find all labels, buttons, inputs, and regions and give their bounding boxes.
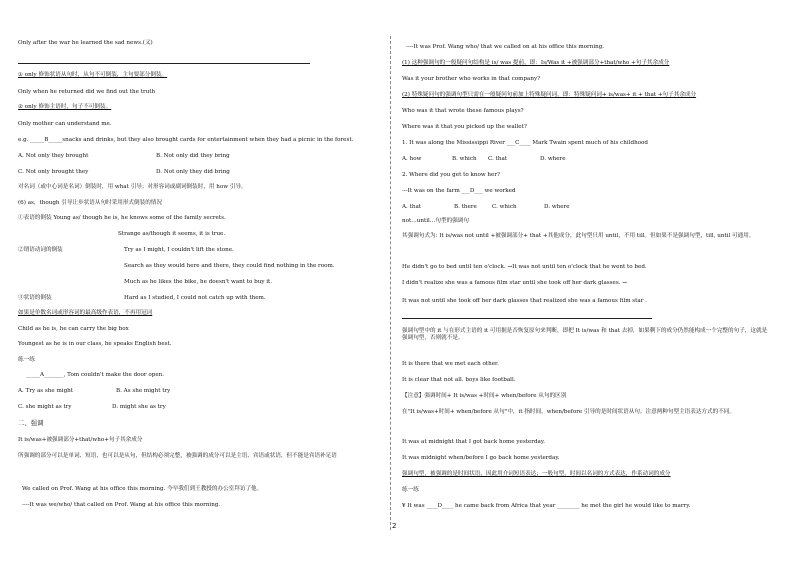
text-paragraph: 所强调的部分可以是单词、短语，也可以是从句，但结构必须完整，被强调的成分可以是主语、宾语或状语，但不能是宾语补足语 — [18, 453, 337, 459]
example-sentence: ----It was Prof. Wang who/ that we called on at his office this morning. — [406, 44, 605, 50]
text-line: (1) 这种强调句的一般疑问句结构是 is/ was 提前，即：Is/Was it +被强调部分+that/who +句子其余成分 — [402, 60, 670, 66]
separator-rule — [18, 63, 310, 64]
practice-heading: 练一练 — [18, 357, 35, 363]
example-sentence: Try as I might, I couldn't lift the stone. — [124, 247, 234, 253]
text-line: 对名词（或中心词是名词）倒装时，用 what 引导；对形容词或副词倒装时，用 how 引导。 — [18, 184, 247, 190]
text-line: ③状语的倒装 — [18, 295, 52, 301]
section-heading: 二、强调 — [18, 419, 44, 427]
exercise-question: 2. Where did you get to know her? — [402, 172, 500, 178]
text-line: Only after the war he learned the sad news.(又) — [18, 40, 153, 46]
option-d: D. Not only they did bring — [156, 169, 230, 175]
example-sentence: We called on Prof. Wang at his office this morning. 今早我们到王教授的办公室拜访了他。 — [22, 486, 263, 492]
example-sentence: It was at midnight that I got back home yesterday. — [402, 439, 546, 445]
text-line: 如果是单数名词或形容词的最高级作表语，不再用冠词 — [18, 310, 153, 316]
option-d: D. might she as try — [112, 404, 166, 410]
option-b: B. which — [452, 156, 477, 162]
option-a: A. that — [402, 204, 422, 210]
note-line: 【注意】强调时间+ It is/was +时间+ when/before 从句的区别 — [402, 393, 567, 399]
option-b: B. As she might try — [116, 388, 171, 394]
exercise-question: _____A_______, Tom couldn't make the door open. — [26, 372, 165, 378]
example-sentence: It was not until she took off her dark glasses that realized she was a famous film star . — [402, 298, 647, 304]
exercise-question: ---It was on the farm ___D___ we worked — [402, 188, 516, 194]
example-sentence: Child as he is, he can carry the big box — [18, 326, 129, 332]
exercise-question: e.g. _____B_____snacks and drinks, but they also brought cards for entertainment when they had a picnic in the forest. — [18, 137, 354, 143]
text-line: ① only 修饰状语从句时，从句不可倒装，主句要部分倒装。 — [18, 72, 168, 78]
column-divider — [390, 36, 391, 530]
answer-rule — [402, 318, 652, 319]
example-sentence: Much as he likes the bike, he doesn't want to buy it. — [124, 279, 273, 285]
text-line: ②谓语动词的倒装 — [18, 247, 63, 253]
option-b: B. there — [454, 204, 477, 210]
example-sentence: Search as they would here and there, they could find nothing in the room. — [124, 263, 335, 269]
text-paragraph: 其强调句式为: It is/was not until +被强调部分+ that +其他成分，此句型只用 until，不用 till。但如果不是强调句型，till, until 可通用。 — [402, 233, 755, 239]
option-a: A. Not only they brought — [18, 153, 89, 159]
option-c: C. which — [492, 204, 517, 210]
text-line: Only when he returned did we find out the truth — [18, 89, 156, 95]
example-sentence: He didn't go to bed until ten o'clock. →It was not until ten o'clock that he went to bed. — [402, 264, 647, 270]
text-line: Only mother can understand me. — [18, 121, 112, 127]
option-c: C. Not only brought they — [18, 169, 89, 175]
example-sentence: ①表语的倒装 Young as/ though he is, he knows some of the family secrets. — [18, 215, 226, 221]
practice-heading: 练一练 — [402, 487, 419, 493]
example-sentence: Hard as I studied, I could not catch up with them. — [124, 295, 266, 301]
option-a: A. how — [402, 156, 422, 162]
text-line: not…until…句型的强调句 — [402, 218, 469, 224]
option-d: D. where — [544, 204, 570, 210]
example-sentence: Strange as/though it seems, it is true. — [118, 231, 226, 237]
exercise-question: ¥ It was ____D____ he came back from Africa that year ________ he met the girl he would like to marry. — [402, 503, 691, 509]
option-a: A. Try as she might — [18, 388, 74, 394]
text-paragraph: 强调句型中的 it 与在形式主语的 it 可用据是否恢复原句来判断，即把 It is/was 和 that 去掉，如果剩下的成分仍然能构成一个完整的句子，这就是强调句型，否则就不是。 — [402, 328, 768, 341]
option-d: D. where — [540, 156, 566, 162]
exercise-question: 1. It was along the Mississippi River ___C____ Mark Twain spent much of his childhood — [402, 140, 648, 146]
option-c: C. she might as try — [18, 404, 72, 410]
example-sentence: Youngest as he is in our class, he speaks English best. — [18, 341, 172, 347]
text-line: 强调句型，被强调的是时间状语，因此用介词短语表达；一般句型，时间以名词的方式表达，作系动词的成分 — [402, 471, 671, 477]
example-sentence: ----It was we/who/ that called on Prof. Wang at his office this morning. — [22, 502, 221, 508]
example-sentence: It was midnight when/before I go back home yesterday. — [402, 455, 560, 461]
option-b: B. Not only did they bring — [156, 153, 230, 159]
text-line: ② only 修饰主语时，句子不可倒装。 — [18, 104, 112, 110]
example-sentence: It is clear that not all. boys like football. — [402, 377, 516, 383]
option-c: C. that — [488, 156, 508, 162]
example-sentence: Was it your brother who works in that company? — [402, 76, 541, 82]
example-sentence: Who was it that wrote these famous plays? — [402, 108, 524, 114]
text-paragraph: 在"It is/was+时间+ when/before 从句"中，it 指时间，when/before 引导的是时间状语从句。注意两种句型主语表达方式的不同。 — [402, 409, 736, 415]
text-line: (2) 特殊疑问句的强调句型只需在一般疑问句前加上特殊疑问词，即：特殊疑问词+ is/was+ it + that +句子其余成分 — [402, 92, 697, 98]
example-sentence: I didn't realize she was a famous film star until she took off her dark glasses. → — [402, 280, 627, 286]
page-number: 2 — [392, 522, 397, 530]
example-sentence: Where was it that you picked up the wallet? — [402, 124, 527, 130]
text-line: (6) as，though 引导让步状语从句时采用形式倒装的情况 — [18, 200, 162, 206]
example-sentence: It is there that we met each other. — [402, 361, 499, 367]
formula-line: It is/was+被强调部分+that/who+句子其余成分 — [18, 437, 143, 443]
